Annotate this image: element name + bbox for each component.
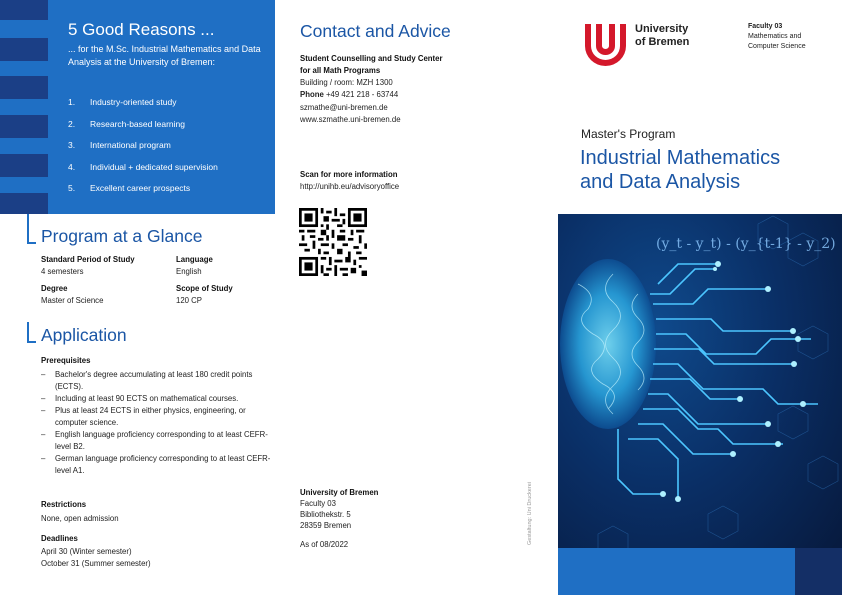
program-title: Industrial Mathematics and Data Analysis — [580, 147, 781, 193]
stripe-4 — [0, 115, 48, 138]
phone-line — [300, 90, 398, 99]
as-of-date: As of 08/2022 — [300, 540, 349, 549]
university-name: University of Bremen — [635, 23, 690, 48]
stripe-3 — [0, 76, 48, 99]
degree-value: Master of Science — [41, 296, 104, 305]
list-item: – Plus at least 24 ECTS in either physics, engineering, or computer science. — [41, 406, 246, 427]
language-label: Language — [176, 255, 213, 264]
language-value: English — [176, 267, 202, 276]
center-line2: for all Math Programs — [300, 66, 381, 75]
web-link[interactable]: www.szmathe.uni-bremen.de — [300, 115, 401, 124]
program-label: Master's Program — [581, 127, 676, 141]
degree-label: Degree — [41, 284, 68, 293]
address-city: 28359 Bremen — [300, 521, 352, 530]
scope-value: 120 CP — [176, 296, 203, 305]
prereq-label: Prerequisites — [41, 356, 91, 365]
period-value: 4 semesters — [41, 267, 84, 276]
scan-url[interactable]: http://unihb.eu/advisoryoffice — [300, 182, 400, 191]
application-rule — [27, 322, 29, 343]
building-text: Building / room: MZH 1300 — [300, 78, 393, 87]
scan-label: Scan for more information — [300, 170, 398, 179]
address-faculty: Faculty 03 — [300, 499, 336, 508]
glance-tick — [27, 242, 36, 244]
contact-title: Contact and Advice — [300, 21, 451, 41]
circuit-brain-image — [558, 214, 842, 595]
phone-label: Phone — [300, 90, 324, 99]
period-label: Standard Period of Study — [41, 255, 135, 264]
list-item: – Bachelor's degree accumulating at least 180 credit points (ECTS). — [41, 370, 253, 391]
deadlines-label: Deadlines — [41, 534, 78, 543]
design-credit: Gestaltung: Uni Druckerei — [527, 482, 533, 545]
application-tick — [27, 341, 36, 343]
deadline-summer: October 31 (Summer semester) — [41, 559, 151, 568]
phone-number[interactable]: +49 421 218 - 63744 — [326, 90, 399, 99]
restrictions-label: Restrictions — [41, 500, 87, 509]
cover-accent-bar — [558, 548, 795, 595]
cover-accent-square — [795, 548, 842, 595]
list-item: – English language proficiency corresponding to at least CEFR-level B2. — [41, 430, 268, 451]
scope-label: Scope of Study — [176, 284, 233, 293]
deadline-winter: April 30 (Winter semester) — [41, 547, 132, 556]
stripe-2 — [0, 38, 48, 61]
glance-title: Program at a Glance — [41, 226, 203, 246]
university-logo-icon — [583, 22, 628, 66]
reasons-intro: ... for the M.Sc. Industrial Mathematics and Data Analysis at the University of Bremen: — [68, 44, 261, 67]
svg-text:(y_t - y_t) - (y_{t-1} - y_2): (y_t - y_t) - (y_{t-1} - y_2) — [656, 236, 836, 252]
faculty-name: Faculty 03 Mathematics and Computer Science — [748, 23, 806, 50]
list-item: – German language proficiency corresponding to at least CEFR-level A1. — [41, 454, 271, 475]
reasons-title: 5 Good Reasons ... — [68, 20, 215, 39]
application-title: Application — [41, 325, 127, 345]
list-item: – Including at least 90 ECTS on mathematical courses. — [41, 394, 239, 403]
qr-code[interactable] — [299, 208, 367, 276]
stripe-5 — [0, 154, 48, 177]
address-street: Bibliothekstr. 5 — [300, 510, 351, 519]
address-name: University of Bremen — [300, 488, 379, 497]
stripe-1 — [0, 0, 48, 20]
prereq-list — [41, 369, 271, 477]
restrictions-value: None, open admission — [41, 514, 119, 523]
email-link[interactable]: szmathe@uni-bremen.de — [300, 103, 388, 112]
center-line1: Student Counselling and Study Center — [300, 54, 443, 63]
stripe-6 — [0, 193, 48, 214]
glance-rule — [27, 214, 29, 244]
